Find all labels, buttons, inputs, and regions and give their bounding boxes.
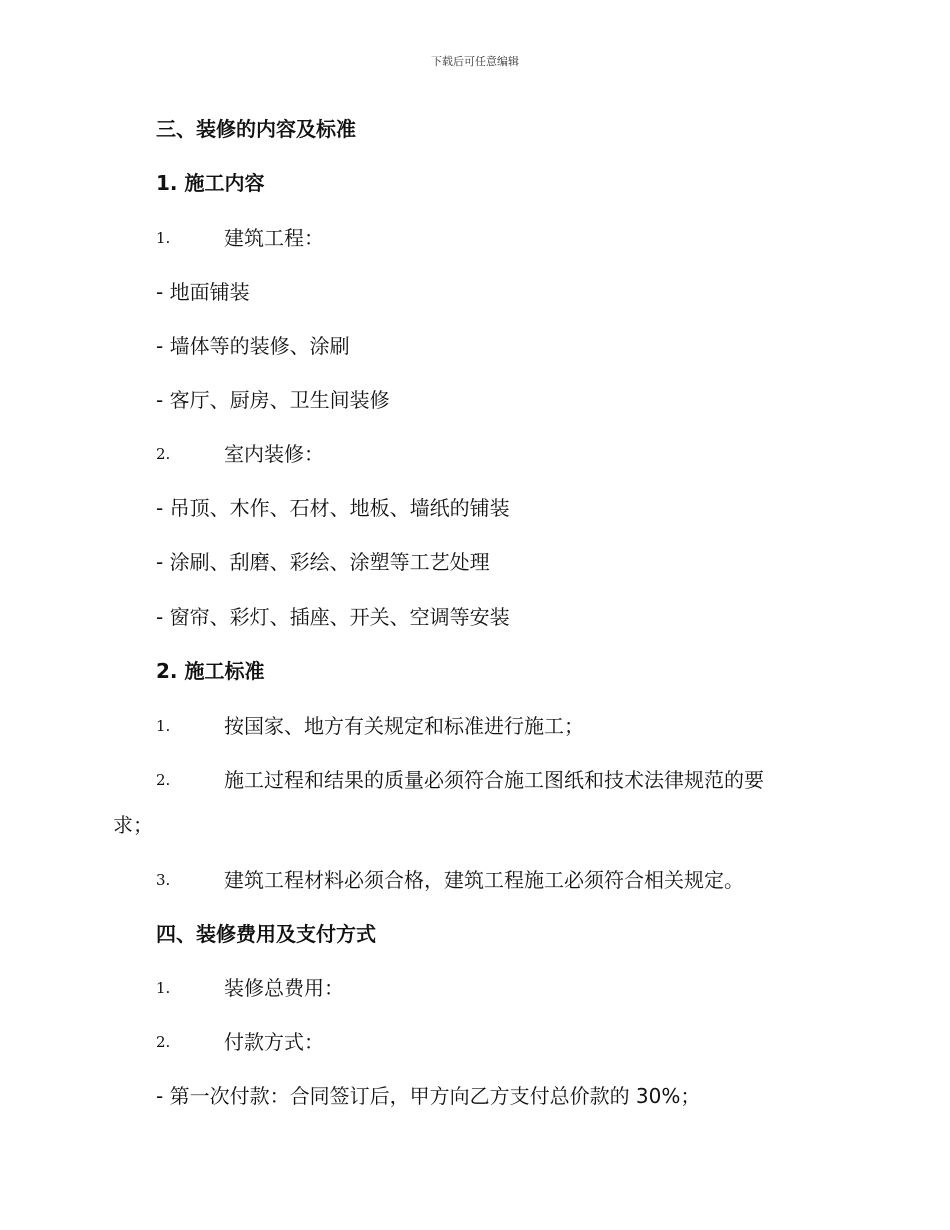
- list-item-continuation: 求；: [113, 813, 153, 837]
- list-item-text: 建筑工程：: [224, 226, 324, 250]
- bullet-item: - 涂刷、刮磨、彩绘、涂塑等工艺处理: [156, 550, 490, 574]
- subsection-heading-construction-standard: 2. 施工标准: [156, 659, 265, 683]
- page-header: 下载后可任意编辑: [431, 55, 519, 68]
- list-item-text: 建筑工程材料必须合格，建筑工程施工必须符合相关规定。: [224, 868, 744, 892]
- bullet-item: - 墙体等的装修、涂刷: [156, 334, 350, 358]
- list-item-text: 按国家、地方有关规定和标准进行施工；: [224, 714, 584, 738]
- subsection-heading-construction-content: 1. 施工内容: [156, 171, 265, 195]
- list-number: 1.: [156, 717, 171, 735]
- bullet-item: - 客厅、厨房、卫生间装修: [156, 388, 390, 412]
- section-heading-3: 三、装修的内容及标准: [156, 117, 356, 141]
- bullet-item: - 窗帘、彩灯、插座、开关、空调等安装: [156, 605, 510, 629]
- list-item-text: 施工过程和结果的质量必须符合施工图纸和技术法律规范的要: [224, 768, 764, 792]
- bullet-item: - 第一次付款：合同签订后，甲方向乙方支付总价款的 30%；: [156, 1084, 701, 1108]
- list-number: 1.: [156, 229, 171, 247]
- bullet-item: - 吊顶、木作、石材、地板、墙纸的铺装: [156, 496, 510, 520]
- list-number: 2.: [156, 771, 171, 789]
- list-item-text: 室内装修：: [224, 442, 324, 466]
- list-number: 2.: [156, 445, 171, 463]
- section-heading-4: 四、装修费用及支付方式: [156, 922, 376, 946]
- list-number: 3.: [156, 871, 171, 889]
- bullet-item: - 地面铺装: [156, 280, 250, 304]
- list-item-text: 付款方式：: [224, 1030, 324, 1054]
- list-item-text: 装修总费用：: [224, 976, 344, 1000]
- list-number: 2.: [156, 1033, 171, 1051]
- list-number: 1.: [156, 979, 171, 997]
